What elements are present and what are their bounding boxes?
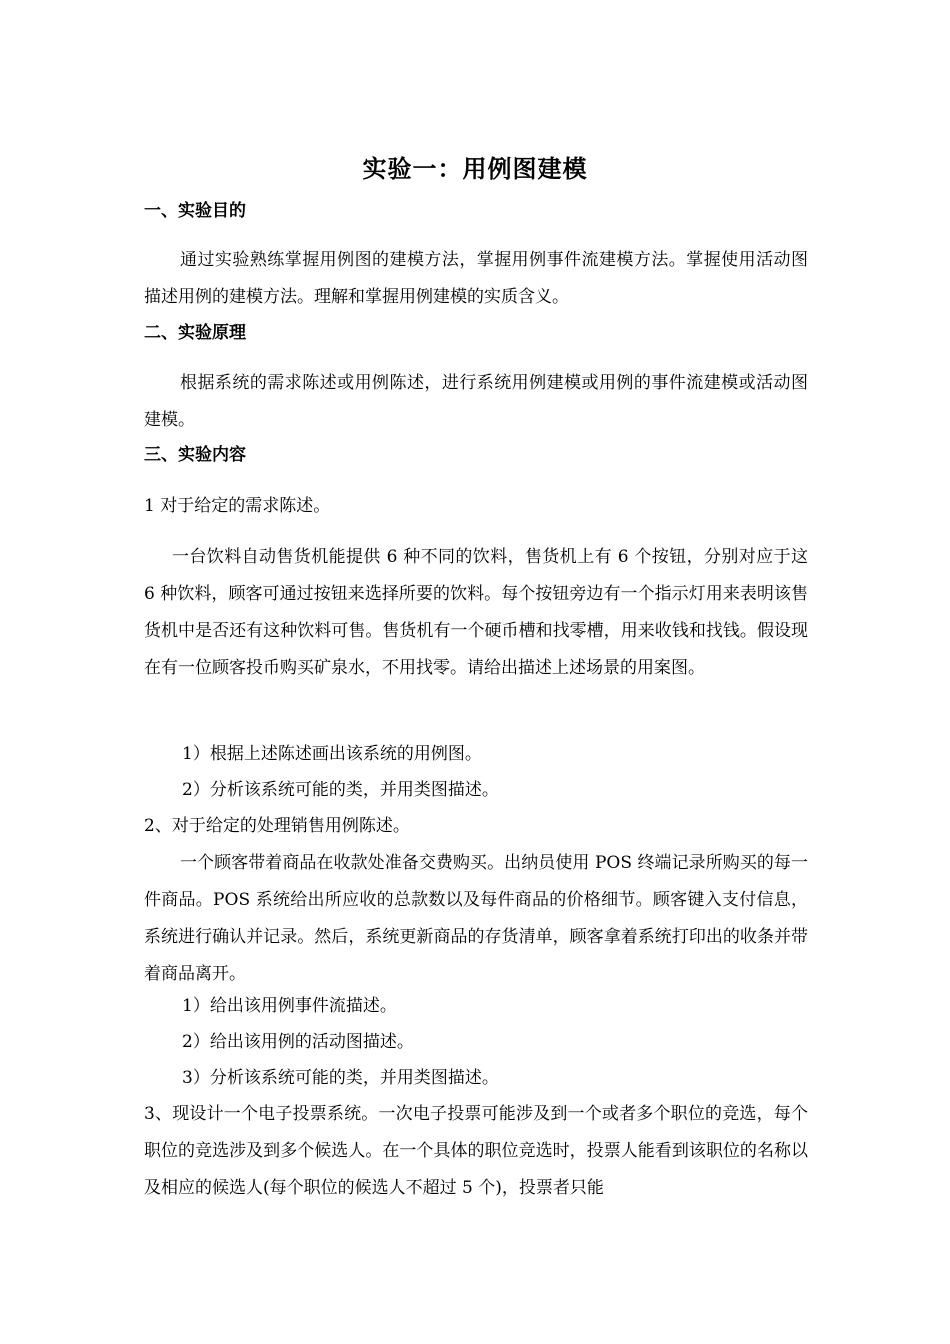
section-heading-principle: 二、实验原理 [144,323,246,343]
item1-text: 一台饮料自动售货机能提供 6 种不同的饮料，售货机上有 6 个按钮，分别对应于这 6 种饮料，顾客可通过按钮来选择所要的饮料。每个按钮旁边有一个指示灯用来表明该售货机中是否还有这种饮料可售。售货机有一个硬币槽和找零槽，用来收钱和找钱。假设现在有一位顾客投币购买矿泉水，不用找零。请给出描述上述场景的用案图。 [144,547,808,678]
item1-intro: 1 对于给定的需求陈述。 [144,496,331,516]
section-principle-text: 根据系统的需求陈述或用例陈述，进行系统用例建模或用例的事件流建模或活动图建模。 [144,373,808,430]
item1-task-2: 2）分析该系统可能的类，并用类图描述。 [182,780,499,800]
item2-task-2: 2）给出该用例的活动图描述。 [182,1032,414,1052]
section-heading-content: 三、实验内容 [144,445,246,465]
item2-text: 一个顾客带着商品在收款处准备交费购买。出纳员使用 POS 终端记录所购买的每一件商品。POS 系统给出所应收的总款数以及每件商品的价格细节。顾客键入支付信息，系统进行确认并记录。然后，系统更新商品的存货清单，顾客拿着系统打印出的收条并带着商品离开。 [144,853,808,984]
section-purpose-text: 通过实验熟练掌握用例图的建模方法，掌握用例事件流建模方法。掌握使用活动图描述用例的建模方法。理解和掌握用例建模的实质含义。 [144,250,808,307]
section-heading-purpose: 一、实验目的 [144,201,246,221]
item3-text: 3、现设计一个电子投票系统。一次电子投票可能涉及到一个或者多个职位的竞选，每个职位的竞选涉及到多个候选人。在一个具体的职位竞选时，投票人能看到该职位的名称以及相应的候选人(每个职位的候选人不超过 5 个)，投票者只能 [144,1104,808,1198]
item2-task-3: 3）分析该系统可能的类，并用类图描述。 [182,1068,499,1088]
page-title: 实验一：用例图建模 [362,155,588,183]
item2-task-1: 1）给出该用例事件流描述。 [182,996,397,1016]
item2-intro: 2、对于给定的处理销售用例陈述。 [144,816,410,836]
item1-task-1: 1）根据上述陈述画出该系统的用例图。 [182,744,482,764]
